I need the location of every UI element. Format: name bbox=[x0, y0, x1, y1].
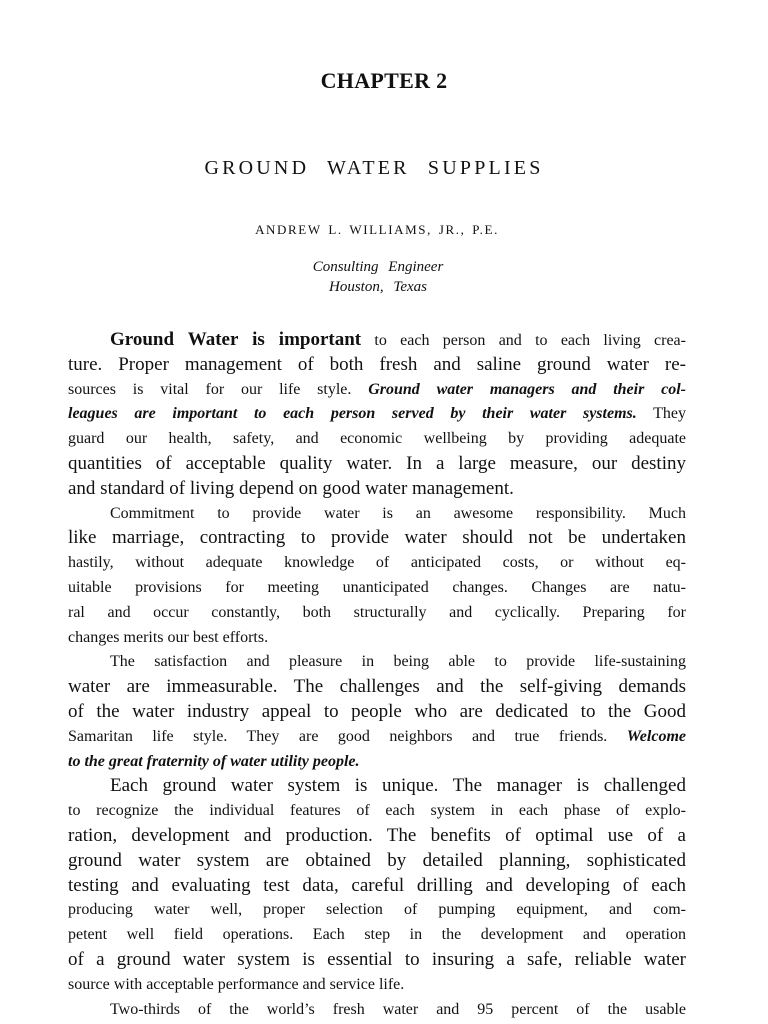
text-line: quantities of acceptable quality water. In a large measure, our destiny bbox=[68, 452, 686, 474]
author-affiliation bbox=[0, 257, 756, 297]
affiliation-line-1: Consulting Engineer bbox=[312, 259, 444, 275]
text-line: ture. Proper management of both fresh and saline ground water re- bbox=[68, 353, 686, 375]
text-line: Commitment to provide water is an awesome responsibility. Much bbox=[110, 504, 686, 522]
text-line: producing water well, proper selection of pumping equipment, and com- bbox=[68, 901, 686, 919]
text-line bbox=[68, 725, 686, 750]
text-span: They bbox=[636, 405, 687, 423]
text-line bbox=[68, 402, 686, 427]
text-line bbox=[68, 378, 686, 403]
text-line: to recognize the individual features of each system in each phase of explo- bbox=[68, 802, 686, 820]
text-line: of a ground water system is essential to insuring a safe, reliable water bbox=[68, 948, 686, 970]
paragraph-4 bbox=[68, 774, 686, 997]
text-line bbox=[68, 328, 686, 353]
author-name: ANDREW L. WILLIAMS, JR., P.E. bbox=[255, 222, 499, 237]
text-line: to the great fraternity of water utility people. bbox=[68, 752, 360, 770]
text-line: of the water industry appeal to people who are dedicated to the Good bbox=[68, 700, 686, 722]
affiliation-line-2: Houston, Texas bbox=[329, 279, 427, 295]
text-line: changes merits our best efforts. bbox=[68, 628, 269, 646]
text-line: petent well field operations. Each step in the development and operation bbox=[68, 926, 686, 944]
text-line: hastily, without adequate knowledge of anticipated costs, or without eq- bbox=[68, 554, 686, 572]
text-span: to each person and to each living crea- bbox=[361, 332, 686, 349]
text-line: like marriage, contracting to provide water should not be undertaken bbox=[68, 527, 686, 549]
text-line: The satisfaction and pleasure in being able to provide life-sustaining bbox=[110, 653, 686, 671]
chapter-heading: CHAPTER 2 bbox=[320, 68, 448, 93]
lead-emphasis: Ground Water is important bbox=[110, 329, 362, 350]
body-text bbox=[68, 328, 686, 1022]
text-span: Samaritan life style. They are good neighbors and true friends. bbox=[68, 727, 627, 745]
paragraph-5 bbox=[68, 998, 686, 1023]
text-line: Two-thirds of the world’s fresh water and 95 percent of the usable bbox=[110, 1000, 686, 1018]
text-line: testing and evaluating test data, careful drilling and developing of each bbox=[68, 874, 686, 896]
text-line: ration, development and production. The benefits of optimal use of a bbox=[68, 824, 686, 846]
text-line: ground water system are obtained by detailed planning, sophisticated bbox=[68, 849, 686, 871]
paragraph-3 bbox=[68, 650, 686, 774]
text-line: source with acceptable performance and service life. bbox=[68, 975, 405, 993]
text-line: ral and occur constantly, both structurally and cyclically. Preparing for bbox=[68, 603, 686, 621]
text-span: sources is vital for our life style. bbox=[68, 380, 369, 398]
emphasis-text: Welcome bbox=[626, 727, 686, 745]
text-line: water are immeasurable. The challenges and the self-giving demands bbox=[68, 676, 686, 698]
text-line: uitable provisions for meeting unanticipated changes. Changes are natu- bbox=[68, 578, 686, 596]
paragraph-1 bbox=[68, 328, 686, 502]
emphasis-text: leagues are important to each person served by their water systems. bbox=[68, 405, 637, 423]
emphasis-text: Ground water managers and their col- bbox=[368, 380, 686, 398]
text-line: and standard of living depend on good water management. bbox=[68, 477, 514, 499]
paragraph-2 bbox=[68, 502, 686, 651]
text-line: Each ground water system is unique. The manager is challenged bbox=[110, 775, 686, 797]
text-line: guard our health, safety, and economic wellbeing by providing adequate bbox=[68, 430, 686, 448]
chapter-title: GROUND WATER SUPPLIES bbox=[204, 157, 544, 179]
